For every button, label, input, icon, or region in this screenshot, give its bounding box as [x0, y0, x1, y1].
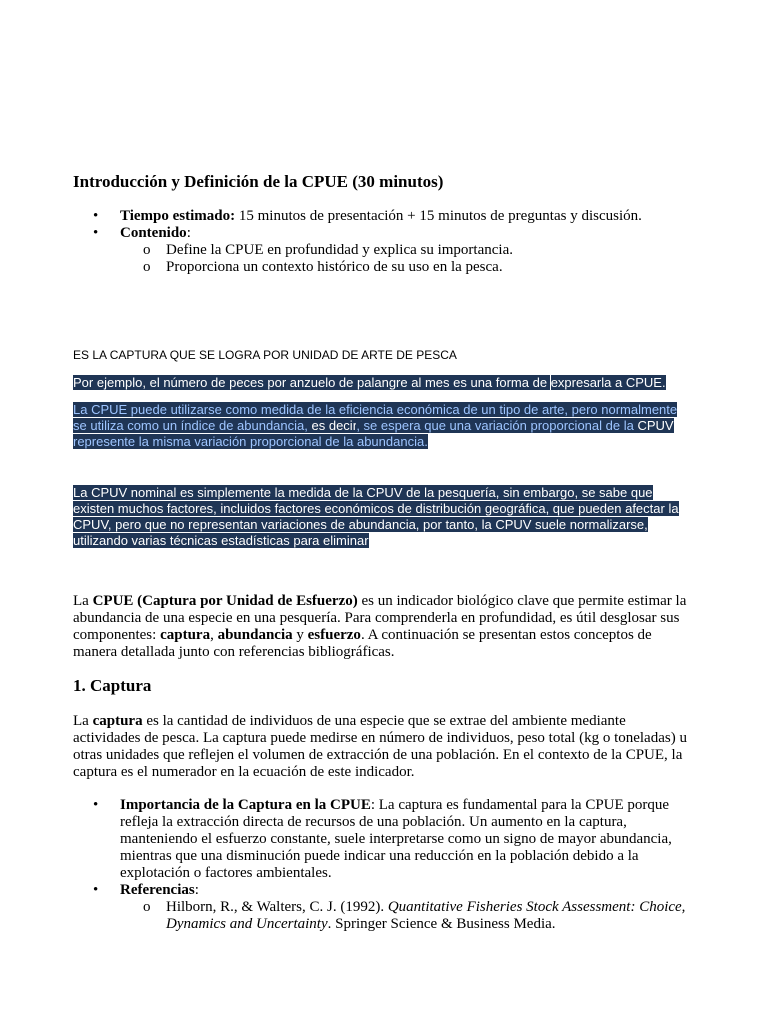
- captura-paragraph: [73, 713, 695, 781]
- bullet-text: :: [186, 225, 191, 241]
- bold-run: captura: [92, 713, 143, 729]
- list-item: [73, 882, 695, 899]
- text-run: es la cantidad de individuos de una especie que se extrae del ambiente mediante actividades de pesca. La captura puede medirse en número de individuos, peso total (kg o toneladas) u otras unidades que reflejen el volumen de extracción de una población. En el contexto de la CPUE, la captura es el numerador en la ecuación de este indicador.: [73, 713, 687, 780]
- highlight-text: La CPUE puede utilizarse como medida de la eficiencia económica de un tipo de arte, pero normalmente se utiliza como un índice de abundancia,: [73, 402, 678, 433]
- bold-run: captura: [160, 627, 211, 643]
- highlight-paragraph-3[interactable]: [73, 485, 693, 549]
- bullet-text: :: [194, 882, 199, 898]
- highlight-text: La CPUV nominal es simplemente la medida de la CPUV de la pesquería, sin embargo, se sabe que existen muchos factores, incluidos factores económicos de distribución geográfica, que pueden afectar la CPUV, pero que no representan variaciones de abundancia, por: [73, 485, 679, 532]
- sub-bullet-icon: o: [143, 242, 151, 258]
- intro-bullet-list: [73, 208, 693, 276]
- highlight-text: es decir: [311, 418, 357, 433]
- list-item: [73, 208, 693, 225]
- highlight-text-boxed: expresarla a CPUE.: [550, 375, 666, 390]
- sub-item-text: Proporciona un contexto histórico de su uso en la pesca.: [166, 259, 503, 275]
- text-run: La: [73, 593, 93, 609]
- text-run: es un indicador biológico clave que permite estimar la abundancia de una especie en una pesquería. Para comprenderla en profundidad, es útil desglosar sus componentes:: [73, 593, 687, 643]
- bold-run: abundancia: [217, 627, 293, 643]
- list-item: [73, 797, 695, 882]
- sub-list-item: [73, 259, 693, 276]
- bold-run: CPUE (Captura por Unidad de Esfuerzo): [92, 593, 358, 609]
- highlight-text: , se espera que una variación proporcional de la: [356, 418, 638, 433]
- sub-bullet-icon: o: [143, 899, 151, 915]
- sub-list-item: [73, 899, 695, 933]
- section-captura-heading: 1. Captura: [73, 676, 152, 695]
- sub-bullet-icon: o: [143, 259, 151, 275]
- highlight-text: CPUV: [637, 418, 674, 433]
- reference-text: Hilborn, R., & Walters, C. J. (1992).: [166, 899, 388, 915]
- bullet-label: Contenido: [120, 225, 187, 241]
- bullet-text: : La captura es fundamental para la CPUE porque refleja la extracción directa de recursos de una población. Un aumento en la captura, manteniendo el esfuerzo constante, suele interpretarse como un signo de mayor abundancia, mientras que una disminución puede indicar una reducción en la población debido a la explotación o factores ambientales.: [120, 797, 672, 881]
- captura-bullet-list: [73, 797, 695, 933]
- bullet-icon: •: [93, 797, 99, 813]
- sub-item-text: Define la CPUE en profundidad y explica su importancia.: [166, 242, 513, 258]
- bullet-label: Tiempo estimado:: [120, 208, 236, 224]
- reference-title: Quantitative Fisheries Stock Assessment: Choice, Dynamics and Uncertainty: [166, 899, 686, 932]
- text-run: . A continuación se presentan estos conceptos de manera detallada junto con referencias bibliográficas.: [73, 627, 652, 660]
- definition-caps-line: ES LA CAPTURA QUE SE LOGRA POR UNIDAD DE ARTE DE PESCA: [73, 348, 457, 362]
- bullet-label: Referencias: [120, 882, 195, 898]
- highlight-paragraph-1[interactable]: [73, 375, 693, 391]
- list-item: [73, 225, 693, 242]
- bullet-icon: •: [93, 225, 99, 241]
- highlight-text: Por ejemplo, el número de peces por anzuelo de palangre al mes es una forma de: [73, 375, 551, 390]
- text-run: La: [73, 713, 93, 729]
- highlight-paragraph-2[interactable]: [73, 402, 693, 450]
- text-run: ,: [210, 627, 218, 643]
- cpue-intro-paragraph: [73, 593, 695, 661]
- bullet-icon: •: [93, 882, 99, 898]
- text-run: y: [292, 627, 308, 643]
- intro-heading: Introducción y Definición de la CPUE (30 minutos): [73, 172, 444, 191]
- bullet-text: 15 minutos de presentación + 15 minutos de preguntas y discusión.: [235, 208, 642, 224]
- bullet-icon: •: [93, 208, 99, 224]
- highlight-text: tanto: [445, 517, 475, 532]
- bullet-label: Importancia de la Captura en la CPUE: [120, 797, 371, 813]
- highlight-text: , la CPUV suele normalizarse, utilizando varias técnicas estadísticas para eliminar: [73, 517, 648, 548]
- sub-list-item: [73, 242, 693, 259]
- bold-run: esfuerzo: [307, 627, 361, 643]
- highlight-text: represente la misma variación proporcional de la abundancia.: [73, 434, 428, 449]
- reference-text: . Springer Science & Business Media.: [327, 916, 556, 932]
